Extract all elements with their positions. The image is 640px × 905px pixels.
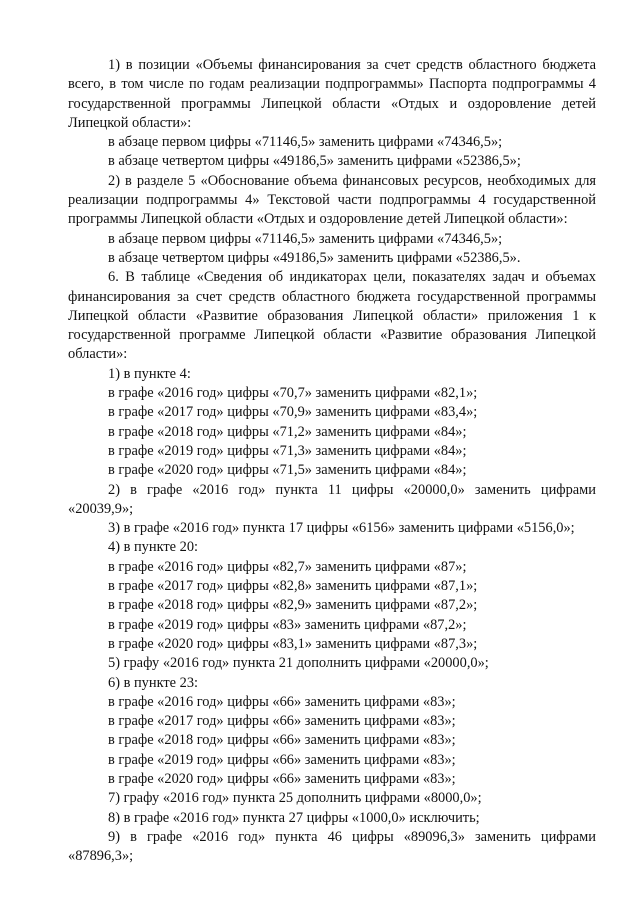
document-paragraph: в абзаце четвертом цифры «49186,5» заменить цифрами «52386,5»; [108, 153, 521, 170]
document-paragraph: в графе «2020 год» цифры «66» заменить цифрами «83»; [108, 770, 456, 787]
document-paragraph: в графе «2018 год» цифры «82,9» заменить цифрами «87,2»; [108, 597, 478, 614]
document-paragraph: в графе «2018 год» цифры «71,2» заменить цифрами «84»; [108, 423, 467, 440]
document-paragraph: в графе «2020 год» цифры «83,1» заменить цифрами «87,3»; [108, 635, 478, 652]
document-paragraph: в абзаце первом цифры «71146,5» заменить цифрами «74346,5»; [108, 230, 503, 247]
document-paragraph: 4) в пункте 20: [108, 539, 199, 556]
document-paragraph: 2) в разделе 5 «Обоснование объема финансовых ресурсов, необходимых для реализации подпрограммы 4» Текстовой части подпрограммы 4 государственной программы Липецкой области «Отдых и оздоровление детей Липецкой области»: [68, 172, 596, 228]
document-paragraph: в графе «2017 год» цифры «66» заменить цифрами «83»; [108, 713, 456, 730]
document-paragraph: в графе «2019 год» цифры «83» заменить цифрами «87,2»; [108, 616, 467, 633]
document-paragraph: в графе «2017 год» цифры «82,8» заменить цифрами «87,1»; [108, 578, 478, 595]
document-paragraph: в абзаце четвертом цифры «49186,5» заменить цифрами «52386,5». [108, 249, 521, 266]
document-paragraph: 7) графу «2016 год» пункта 25 дополнить цифрами «8000,0»; [108, 790, 482, 807]
document-paragraph: 5) графу «2016 год» пункта 21 дополнить цифрами «20000,0»; [108, 655, 489, 672]
document-paragraph: 2) в графе «2016 год» пункта 11 цифры «20000,0» заменить цифрами «20039,9»; [68, 481, 596, 517]
document-paragraph: 8) в графе «2016 год» пункта 27 цифры «1000,0» исключить; [108, 809, 480, 826]
document-paragraph: в графе «2019 год» цифры «71,3» заменить цифрами «84»; [108, 442, 467, 459]
document-paragraph: в абзаце первом цифры «71146,5» заменить цифрами «74346,5»; [108, 134, 503, 151]
document-paragraph: 1) в позиции «Объемы финансирования за счет средств областного бюджета всего, в том числе по годам реализации подпрограммы» Паспорта подпрограммы 4 государственной программы Липецкой области «Отдых и оздоровление детей Липецкой области»: [68, 57, 596, 131]
document-paragraph: в графе «2018 год» цифры «66» заменить цифрами «83»; [108, 732, 456, 749]
document-paragraph: 9) в графе «2016 год» пункта 46 цифры «89096,3» заменить цифрами «87896,3»; [68, 828, 596, 865]
document-paragraph: в графе «2017 год» цифры «70,9» заменить цифрами «83,4»; [108, 404, 478, 421]
document-paragraph: 6) в пункте 23: [108, 674, 199, 691]
document-paragraph: в графе «2016 год» цифры «82,7» заменить цифрами «87»; [108, 558, 467, 575]
document-paragraph: в графе «2020 год» цифры «71,5» заменить цифрами «84»; [108, 462, 467, 479]
document-body [68, 56, 596, 866]
document-paragraph: в графе «2019 год» цифры «66» заменить цифрами «83»; [108, 751, 456, 768]
document-paragraph: 6. В таблице «Сведения об индикаторах цели, показателях задач и объемах финансирования за счет средств областного бюджета государственной программы Липецкой области «Развитие образования Липецкой области» приложения 1 к государственной программе Липецкой области «Развитие образования Липецкой области»: [68, 269, 596, 363]
document-paragraph: в графе «2016 год» цифры «66» заменить цифрами «83»; [108, 693, 456, 710]
document-paragraph: 3) в графе «2016 год» пункта 17 цифры «6156» заменить цифрами «5156,0»; [108, 520, 575, 537]
document-paragraph: 1) в пункте 4: [108, 365, 191, 382]
document-paragraph: в графе «2016 год» цифры «70,7» заменить цифрами «82,1»; [108, 385, 478, 402]
